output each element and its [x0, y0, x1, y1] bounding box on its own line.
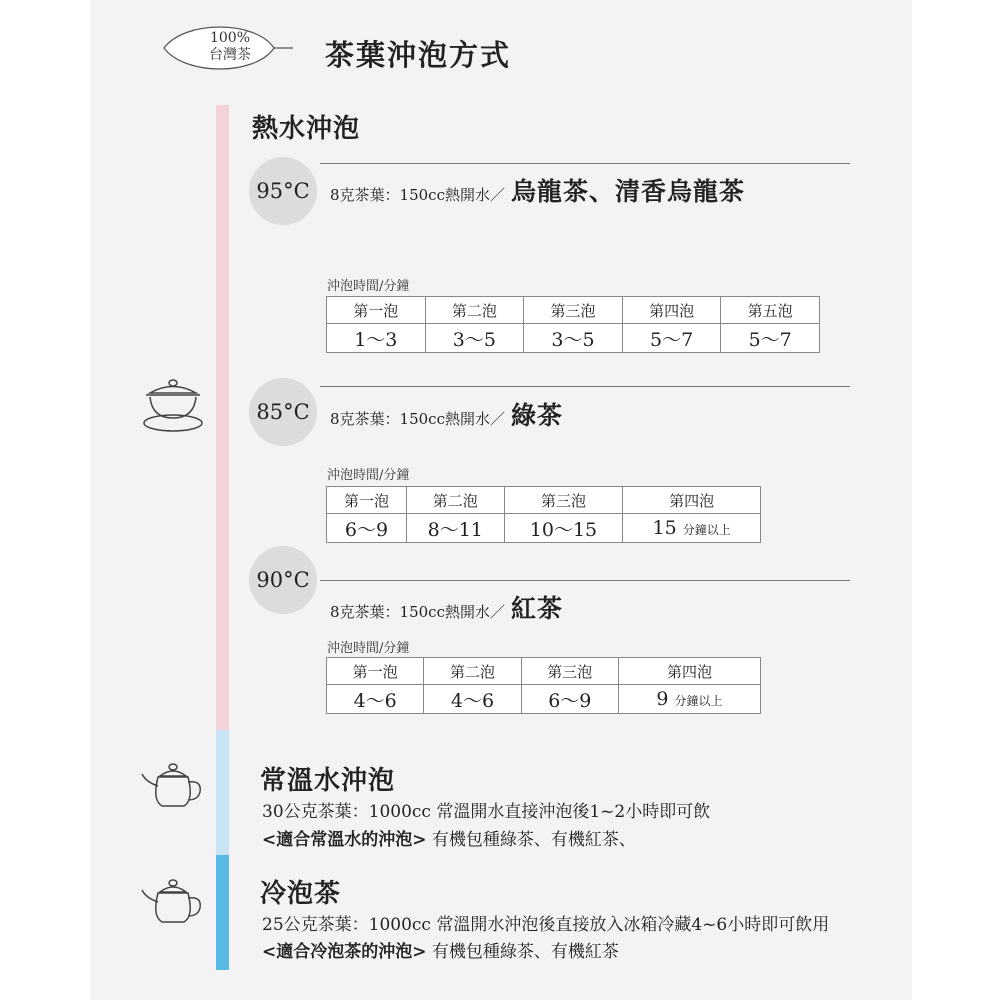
steep-value-last — [623, 514, 761, 543]
room-suitable-teas: 有機包種綠茶、有機紅茶、 — [426, 830, 636, 850]
steep-value: 5～7 — [622, 324, 721, 353]
cold-section-title: 冷泡茶 — [260, 879, 342, 909]
temp-circle-90: 90°C — [249, 546, 317, 614]
steep-value: 4～6 — [327, 685, 424, 714]
steep-value: 6～9 — [327, 514, 407, 543]
steep-value: 5～7 — [721, 324, 820, 353]
steep-value-suffix: 分鐘以上 — [674, 694, 723, 708]
black-steep-table — [326, 657, 761, 714]
teapot-icon — [140, 878, 208, 928]
hot-water-bar — [216, 105, 229, 730]
black-table-caption: 沖泡時間/分鐘 — [327, 641, 410, 656]
steep-header: 第二泡 — [406, 487, 504, 514]
steep-header: 第四泡 — [623, 487, 761, 514]
cold-line1: 25公克茶葉：1000cc 常溫開水沖泡後直接放入冰箱冷藏4~6小時即可飲用 — [262, 915, 830, 935]
steep-value: 9 — [656, 688, 669, 710]
room-line1: 30公克茶葉：1000cc 常溫開水直接沖泡後1~2小時即可飲 — [262, 802, 711, 822]
oolong-tea-name: 烏龍茶、清香烏龍茶 — [510, 177, 745, 206]
black-spec — [330, 589, 563, 625]
black-tea-name: 紅茶 — [510, 594, 563, 623]
steep-value: 10～15 — [504, 514, 623, 543]
room-temp-bar — [216, 730, 229, 855]
oolong-steep-table — [326, 296, 820, 353]
oolong-spec — [330, 172, 745, 208]
oolong-table-caption: 沖泡時間/分鐘 — [327, 279, 410, 294]
steep-header: 第一泡 — [327, 297, 426, 324]
steep-header: 第四泡 — [618, 658, 760, 685]
green-table-caption: 沖泡時間/分鐘 — [327, 468, 410, 483]
divider-line — [320, 386, 850, 387]
steep-header: 第二泡 — [424, 658, 521, 685]
divider-line — [320, 163, 850, 164]
steep-header: 第三泡 — [524, 297, 623, 324]
room-suitable-label: <適合常溫水的沖泡> — [262, 830, 427, 850]
steep-header: 第二泡 — [425, 297, 524, 324]
steep-header: 第一泡 — [327, 487, 407, 514]
steep-header: 第五泡 — [721, 297, 820, 324]
gaiwan-icon — [140, 378, 206, 436]
steep-value-last — [618, 685, 760, 714]
cold-suitable-teas: 有機包種綠茶、有機紅茶 — [426, 942, 619, 962]
cold-suitable-label: <適合冷泡茶的沖泡> — [262, 942, 427, 962]
room-section-title: 常溫水沖泡 — [260, 766, 396, 796]
steep-value: 4～6 — [424, 685, 521, 714]
temp-circle-95: 95°C — [249, 157, 317, 225]
steep-value: 1～3 — [327, 324, 426, 353]
steep-header: 第三泡 — [504, 487, 623, 514]
steep-header: 第一泡 — [327, 658, 424, 685]
green-steep-table — [326, 486, 761, 543]
green-spec — [330, 396, 563, 432]
black-spec-text: 8克茶葉：150cc熱開水／ — [330, 603, 505, 621]
steep-header: 第三泡 — [521, 658, 618, 685]
temp-circle-85: 85°C — [249, 378, 317, 446]
cold-brew-bar — [216, 855, 229, 970]
cold-line2 — [262, 937, 619, 962]
green-spec-text: 8克茶葉：150cc熱開水／ — [330, 410, 505, 428]
room-line2 — [262, 825, 636, 850]
steep-value: 8～11 — [406, 514, 504, 543]
steep-value: 3～5 — [524, 324, 623, 353]
green-tea-name: 綠茶 — [510, 401, 563, 430]
badge-line2: 台灣茶 — [209, 47, 251, 63]
steep-value-suffix: 分鐘以上 — [682, 523, 731, 537]
steep-value: 6～9 — [521, 685, 618, 714]
teapot-icon — [140, 762, 208, 812]
badge-line1: 100% — [209, 30, 251, 46]
hot-section-title: 熱水沖泡 — [252, 114, 361, 144]
page-title: 茶葉沖泡方式 — [325, 38, 512, 72]
steep-header: 第四泡 — [622, 297, 721, 324]
steep-value: 15 — [652, 517, 677, 539]
divider-line — [320, 580, 850, 581]
oolong-spec-text: 8克茶葉：150cc熱開水／ — [330, 186, 505, 204]
steep-value: 3～5 — [425, 324, 524, 353]
taiwan-tea-badge — [160, 18, 295, 78]
